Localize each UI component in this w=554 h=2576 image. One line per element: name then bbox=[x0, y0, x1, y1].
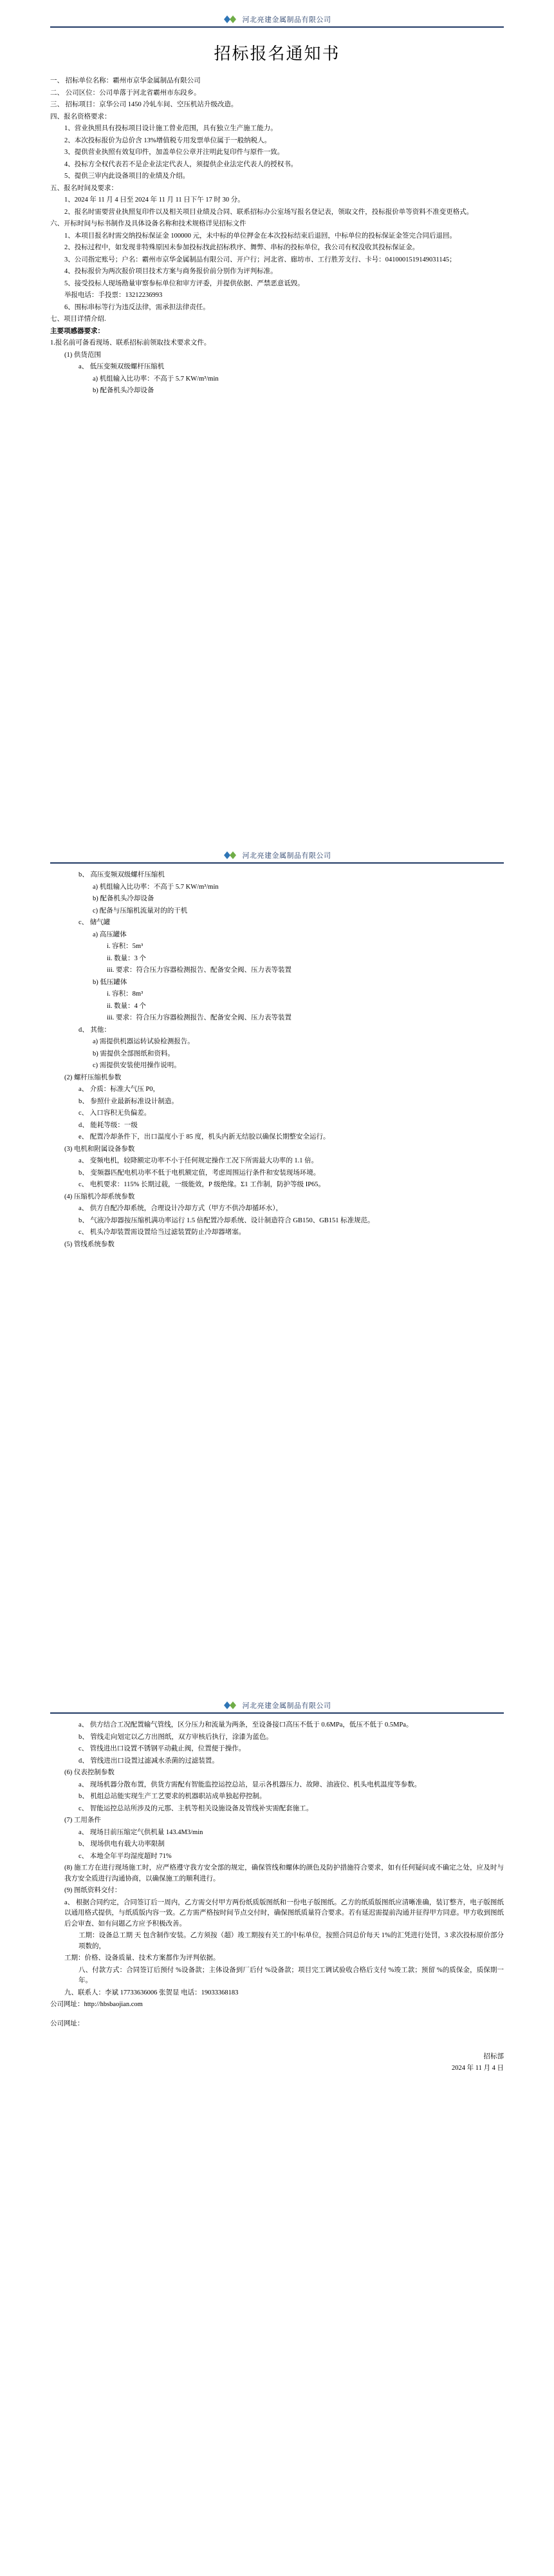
body-line: 举报电话：手投票：13212236993 bbox=[64, 292, 163, 299]
body-line: 6、围标串标等行为违反法律，需承担法律责任。 bbox=[64, 303, 210, 311]
body-line: 五、报名时间及要求： bbox=[50, 184, 118, 192]
page3-body bbox=[50, 1720, 504, 2074]
page2-body bbox=[50, 870, 504, 1250]
body-line: b) 配备机头冷却设备 bbox=[93, 387, 154, 394]
page-header bbox=[50, 850, 504, 864]
body-line: ii. 数量：4 个 bbox=[107, 1002, 146, 1010]
body-line: d、 其他： bbox=[78, 1026, 111, 1034]
body-line: 1、2024 年 11 月 4 日至 2024 年 11 月 11 日下午 17 时 30 分。 bbox=[64, 196, 245, 204]
body-line: b、 高压变频双级螺杆压缩机 bbox=[78, 871, 165, 878]
body-line: b) 低压罐体 bbox=[93, 978, 127, 986]
body-line: 工期：设备总工期 天 包含制作安装。乙方须按（超）竣工期按有关工的中标单位，按照合同总价每天 1%的汇凭进行处罚，3 求次投标原价部分项数的， bbox=[78, 1932, 504, 1950]
body-line: 5、提供三审内此设备项目的业绩及介绍。 bbox=[64, 173, 190, 180]
body-line: 1、本项目报名时需交纳投标保证金 100000 元，未中标的单位押金在本次投标结束后退回，中标单位的投标保证金签完合同后退回。 bbox=[64, 232, 456, 240]
body-line: c) 需提供安装使用操作说明。 bbox=[93, 1062, 181, 1069]
body-line: a) 机组输入比功率：不高于 5.7 KW/m³/min bbox=[93, 375, 219, 383]
body-line: b) 配备机头冷却设备 bbox=[93, 895, 154, 902]
body-line: c、 管线进出口设置不锈钢平动截止阀，位置便于操作。 bbox=[78, 1745, 246, 1752]
body-line: a、 介质：标准大气压 P0， bbox=[78, 1086, 160, 1093]
body-line: c、 储气罐 bbox=[78, 919, 111, 926]
body-line: c、 机头冷却装置需设置给当过滤装置防止冷却器堵塞。 bbox=[78, 1229, 246, 1236]
body-line: ii. 数量：3 个 bbox=[107, 954, 146, 962]
body-line: 二、 公司区位：公司单落于河北省霸州市东段乡。 bbox=[50, 89, 201, 97]
body-line: iii. 要求：符合压力容器检测报告、配备安全阀、压力表等装置 bbox=[107, 967, 292, 974]
body-line: c、 电机要求：115% 长期过载，一级能效，P 级绝缘。Σ1 工作制，防护等级 IP65。 bbox=[78, 1181, 326, 1188]
signature-block bbox=[50, 2051, 504, 2074]
company-website-line bbox=[50, 2019, 504, 2030]
page1-body bbox=[50, 76, 504, 397]
body-line: 2、投标过程中，如发现非特殊原因未参加投标找此招标秩序、舞弊、串标的投标单位，我公司有权没收其投标保证金。 bbox=[64, 244, 420, 251]
body-line: 3、公司指定账号；户名：霸州市京华金属制品有限公司、开户行；河北省、廊坊市、工行胜芳支行、卡号：0410001519149031145； bbox=[64, 256, 456, 263]
body-line: (8) 施工方在进行现场施工时，应严格遵守我方安全部的规定，确保管线和螺体的颜色及防护措施符合要求，如有任何疑问或不确定之处，应及时与我方安全质进行沟通协商，以确保施工的顺利进行。 bbox=[64, 1864, 504, 1882]
diamond-logo-icon bbox=[223, 851, 237, 860]
body-line: 七、项目详情介绍. bbox=[50, 316, 106, 323]
body-line: 1.报名前可备看现场、联系招标前领取技术要求文件。 bbox=[50, 339, 211, 346]
body-line: 2、本次投标报价为总价含 13%增值税专用发票单位属于一般纳税人。 bbox=[64, 137, 272, 144]
body-line: iii. 要求：符合压力容器检测报告、配备安全阀、压力表等装置 bbox=[107, 1014, 292, 1021]
body-line: c、 智能运控总站所涉及的元那、主机等相关设施设备及管线补实需配套施工。 bbox=[78, 1804, 313, 1812]
body-line: 2、报名时需要营业执照复印件以及相关项目业绩及合同、联系招标办公室场写报名登记表，领取文件，投标报价单等资料不准变更格式。 bbox=[64, 208, 474, 216]
body-line: c、 入口容积无负偏差。 bbox=[78, 1110, 151, 1117]
body-line: (4) 压缩机冷却系统参数 bbox=[64, 1193, 135, 1200]
body-line: a) 高压罐体 bbox=[93, 931, 127, 938]
page-header bbox=[50, 1700, 504, 1714]
body-line: a、 现场目前压缩定气供机量 143.4M3/min bbox=[78, 1828, 203, 1836]
diamond-logo-icon bbox=[223, 1701, 237, 1710]
body-line: 六、开标时间与标书制作及具体设备名称和技术规格详见招标文件 bbox=[50, 220, 246, 227]
body-line: a、 供方自配冷却系统，合理设计冷却方式（甲方不供冷却循环水）， bbox=[78, 1205, 283, 1212]
company-name: 河北亮建金属制品有限公司 bbox=[242, 852, 331, 860]
body-line: 一、 招标单位名称：霸州市京华金属制品有限公司 bbox=[50, 77, 201, 84]
body-line: a、 供方结合工况配置输气管线，区分压力和流量为两条，至设备接口高压不低于 0.6MPa，低压不低于 0.5MPa。 bbox=[78, 1721, 413, 1728]
body-line: 3、提供营业执照有效复印件，加盖单位公章并注明此复印件与原件一致。 bbox=[64, 149, 284, 156]
body-line: a、 根据合同约定，合同签订后一周内，乙方需交付甲方两份纸质版图纸和一份电子版图纸。乙方的纸质版图纸应清晰准确，装订整齐，电子版图纸以通用格式提供，与纸质版内容一致。乙方需严格按时间节点交付时，确保图纸质量符合要求。若有延迟需提前沟通并征得甲方同意。甲方收到图纸后会审查、如有问题乙方应予积极改善。 bbox=[64, 1899, 504, 1927]
body-line: a) 机组输入比功率：不高于 5.7 KW/m³/min bbox=[93, 883, 219, 891]
diamond-logo-icon bbox=[223, 15, 237, 24]
body-line: c、 本地全年平均湿度超时 71% bbox=[78, 1852, 172, 1860]
body-line: i. 容积：5m³ bbox=[107, 943, 143, 950]
body-line: b、 机组总站能实现生产工艺要求的机器职站成单独起停控制。 bbox=[78, 1793, 266, 1800]
body-line: 八、付款方式：合同签订后预付 %设备款；主体设备到厂后付 %设备款；项目完工调试验收合格后支付 %竣工款；预留 %的质保金，质保期一年。 bbox=[78, 1966, 504, 1984]
body-line: b、 管线走向划定以乙方出图纸，双方审核后执行，涂漆为蓝色。 bbox=[78, 1733, 273, 1741]
body-line: 四、报名资格要求： bbox=[50, 113, 111, 120]
body-line: d、 能耗等级：一级 bbox=[78, 1121, 138, 1129]
body-line: 工期：价格、设备质量、技术方案都作为评判依据。 bbox=[64, 1955, 220, 1962]
body-line: e、 配置冷却条件下，出口温度小于 85 度，机头内新无结胶以确保长期整安全运行。 bbox=[78, 1133, 330, 1141]
body-line: i. 容积：8m³ bbox=[107, 990, 143, 998]
body-line: d、 管线进出口设置过滤减水杀菌的过滤装置。 bbox=[78, 1757, 219, 1765]
signature-date: 2024 年 11 月 4 日 bbox=[452, 2065, 504, 2072]
body-line: b) 需提供全部图纸和资料。 bbox=[93, 1050, 174, 1057]
page1-header-wrap bbox=[50, 0, 504, 28]
body-line: b、 变频器匹配电机功率不低于电机额定值，考虑周围运行条件和安装现场环境。 bbox=[78, 1169, 320, 1177]
body-line: (7) 工用条件 bbox=[64, 1817, 101, 1824]
body-line: c) 配备与压缩机流量对的的干机 bbox=[93, 907, 188, 914]
body-line: (3) 电机和附属设备参数 bbox=[64, 1145, 135, 1153]
body-line: 九、联系人：李斌 17733636006 张贺显 电话：19033368183 bbox=[64, 1989, 239, 1996]
page-header bbox=[50, 14, 504, 28]
body-line: 三、 招标项目：京华公司 1450 冷轧车间、空压机站升级改造。 bbox=[50, 101, 238, 108]
body-line: b、 现场供电有载大功率限制 bbox=[78, 1841, 165, 1848]
body-line: (9) 图纸资料交付： bbox=[64, 1887, 122, 1894]
body-line: (5) 管线系统参数 bbox=[64, 1240, 115, 1248]
company-name: 河北亮建金属制品有限公司 bbox=[242, 16, 331, 24]
body-line: 公司网址：http://hbsbaojian.com bbox=[50, 2001, 143, 2008]
company-name: 河北亮建金属制品有限公司 bbox=[242, 1702, 331, 1710]
company-website-label: 公司网址： bbox=[50, 2020, 84, 2027]
body-line: (6) 仪表控制参数 bbox=[64, 1769, 115, 1776]
page-title: 招标报名通知书 bbox=[214, 44, 340, 63]
body-line: 4、投标报价为两次报价项目技术方案与商务报价前分别作为评判标准。 bbox=[64, 268, 277, 275]
page-section-2 bbox=[0, 850, 554, 1251]
body-line: (1) 供货范围 bbox=[64, 351, 101, 359]
body-line: a、 现场机器分散布置，供货方需配有智能监控运控总站，显示各机器压力、故障、油液位、机头电机温度等参数。 bbox=[78, 1781, 421, 1788]
body-line-bold: 主要项感器要求： bbox=[50, 327, 104, 335]
body-line: a、 变频电机，较降额定功率不小于任何规定操作工况下所需最大功率的 1.1 倍。 bbox=[78, 1157, 319, 1164]
page-section-1 bbox=[0, 0, 554, 398]
body-line: 5、接受投标人现场勘量审察参标单位和审方评委，并提供依据、严禁恶意诋毁。 bbox=[64, 279, 304, 287]
signature-dept: 招标部 bbox=[483, 2053, 504, 2060]
body-line: b、 气液冷却器按压缩机满功率运行 1.5 倍配置冷却系统、设计制造符合 GB150、GB151 标准规范。 bbox=[78, 1217, 374, 1224]
body-line: a) 需提供机器运转试验检测报告。 bbox=[93, 1038, 194, 1045]
body-line: 1、营业执照具有投标项目设计施工曾业范围，具有独立生产施工能力。 bbox=[64, 125, 277, 132]
body-line: a、 低压变频双级螺杆压缩机 bbox=[78, 363, 165, 370]
page-section-3 bbox=[0, 1700, 554, 2074]
body-line: 4、投标方全权代表若不是企业法定代表人，须提供企业法定代表人的授权书。 bbox=[64, 160, 298, 168]
body-line: b、 参照什业最新标准设计制造。 bbox=[78, 1097, 178, 1105]
body-line: (2) 螺杆压缩机参数 bbox=[64, 1074, 122, 1081]
